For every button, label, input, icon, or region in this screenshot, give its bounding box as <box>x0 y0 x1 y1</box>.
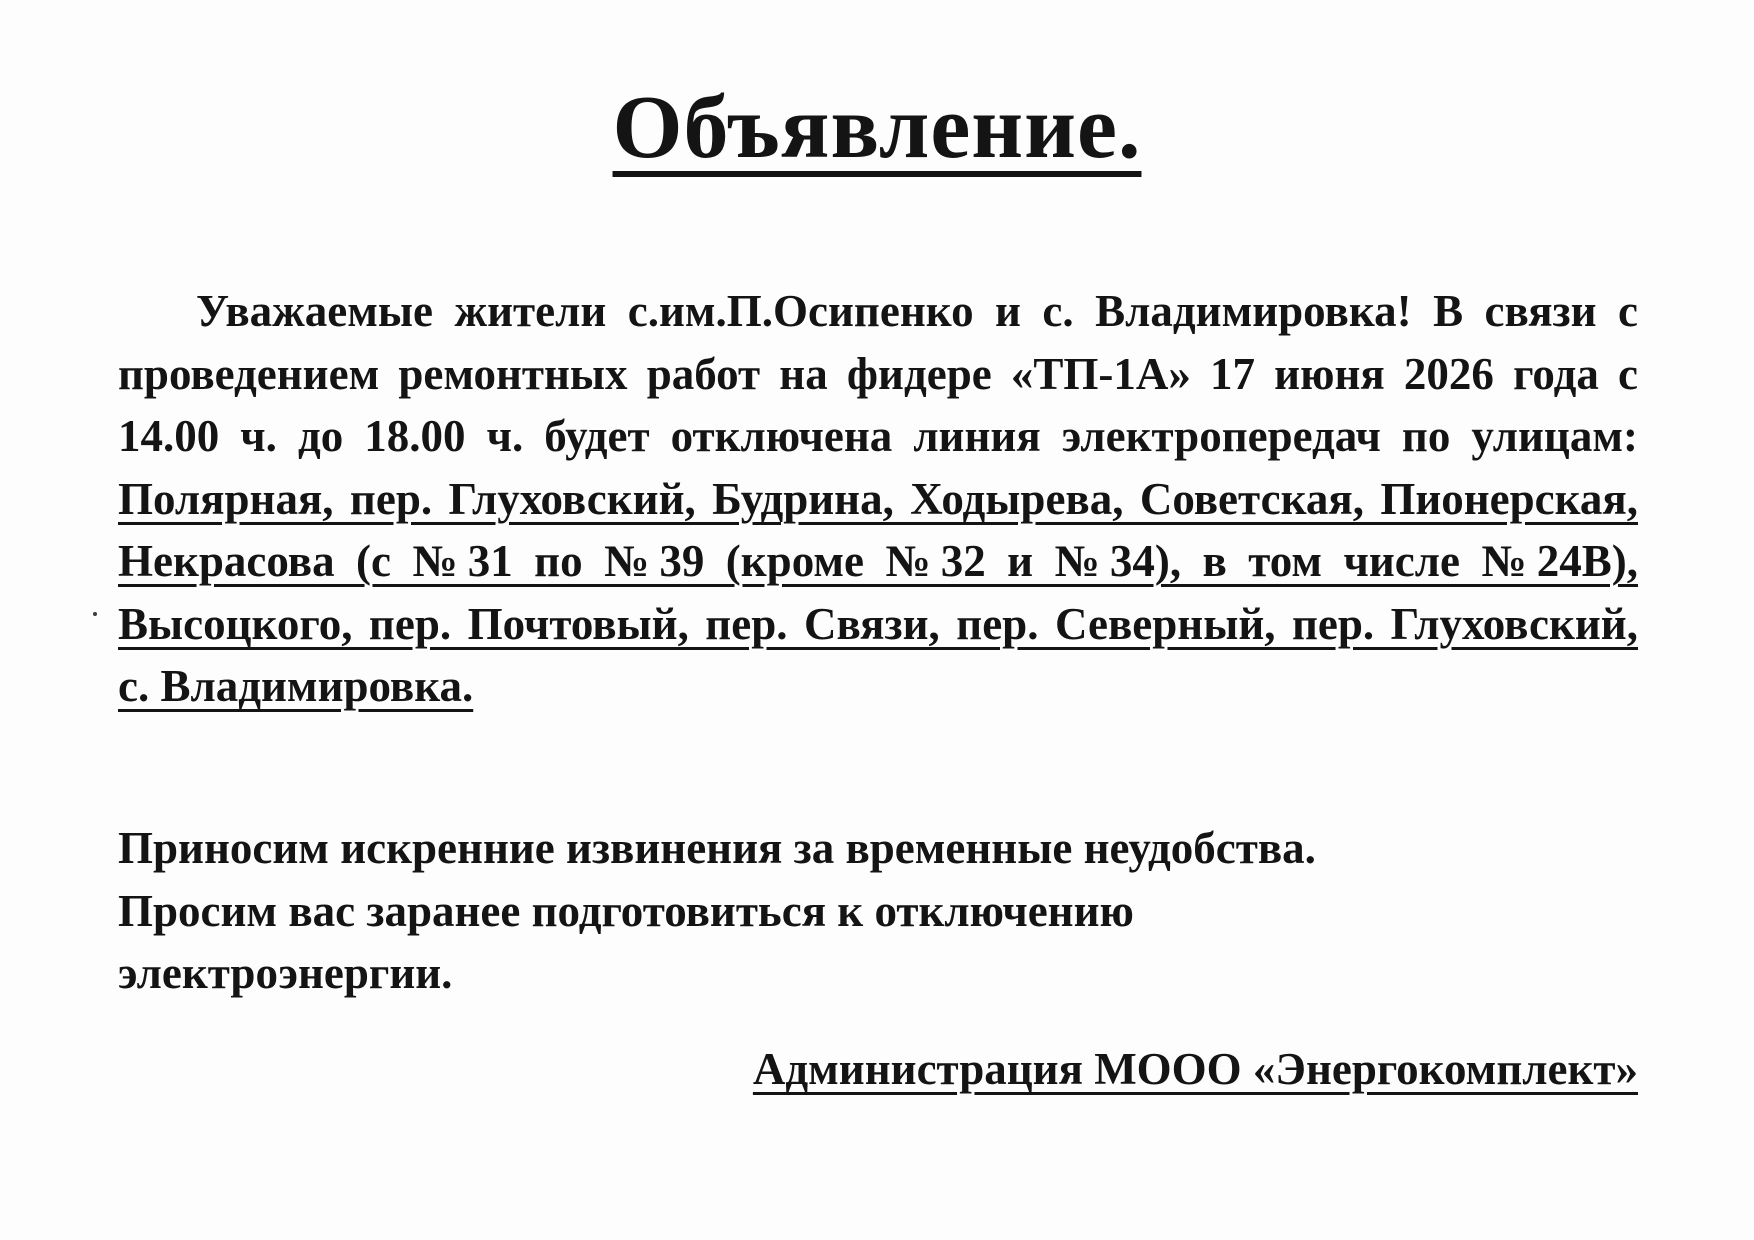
scan-speck <box>93 612 97 616</box>
greeting-text: Уважаемые жители с.им.П.Осипенко и с. Владимировка! <box>196 286 1412 336</box>
notice-body <box>118 280 1638 718</box>
apology-paragraph <box>118 817 1638 1005</box>
signature-text: Администрация МООО «Энергокомплект» <box>752 1044 1638 1094</box>
announcement-text: В связи с проведением ремонтных работ на фидере «ТП-1А» 17 июня 2026 года с 14.00 ч. до 18.00 ч. будет отключена линия электропередач по улицам: <box>118 286 1639 461</box>
streets-list: Полярная, пер. Глуховский, Будрина, Ходырева, Советская, Пионерская, Некрасова (с №31 по №39 (кроме №32 и №34), в том числе №24В), Высоцкого, пер. Почтовый, пер. Связи, пер. Северный, пер. Глуховский, с. Владимировка. <box>118 473 1638 711</box>
notice-title <box>0 78 1754 177</box>
notice-title-text: Объявление. <box>612 78 1142 177</box>
apology-line: Приносим искренние извинения за временные неудобства. <box>118 823 1316 873</box>
apology-line: Просим вас заранее подготовиться к отключению <box>118 885 1134 936</box>
signature <box>753 1038 1638 1101</box>
apology-line: электроэнергии. <box>118 948 453 998</box>
